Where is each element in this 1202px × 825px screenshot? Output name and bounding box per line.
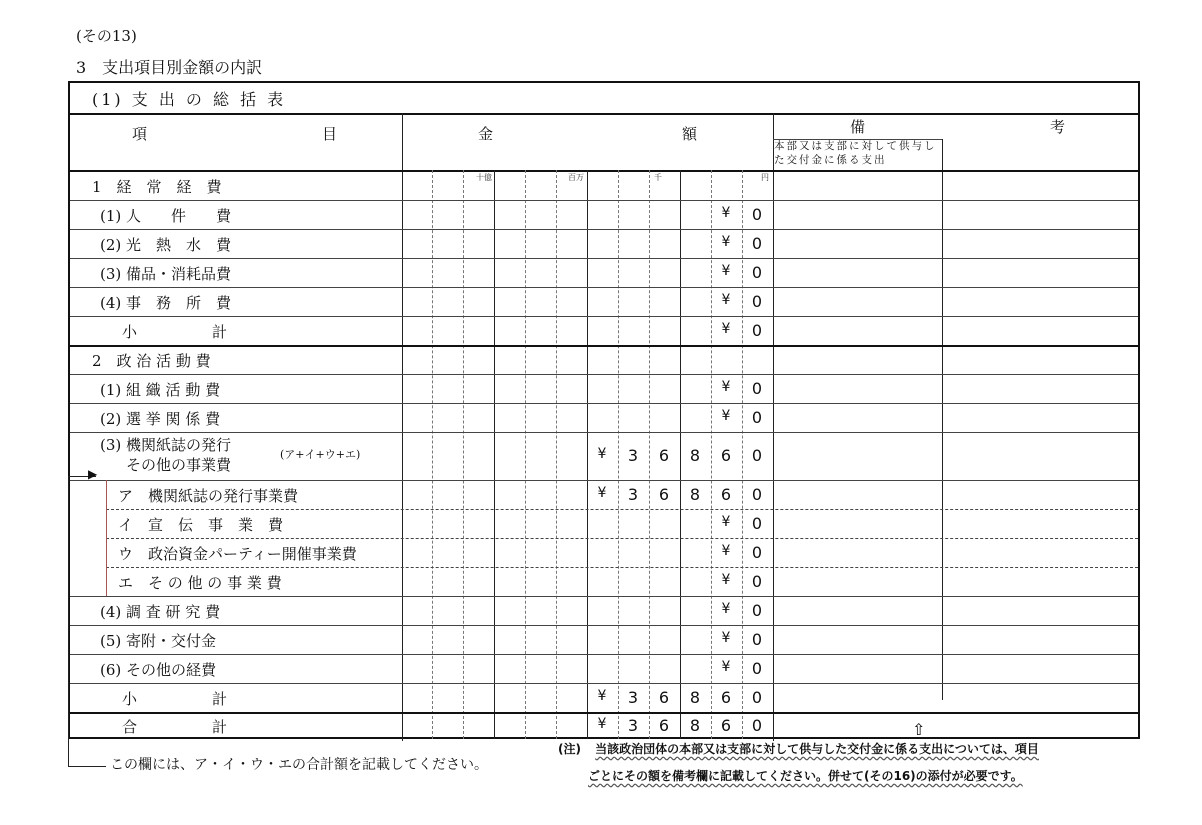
row-label-14: (4) 調 査 研 究 費 (100, 602, 221, 621)
table-title-row (70, 83, 1138, 115)
amount-digit-7-11: 0 (751, 378, 763, 398)
sub-item-arrow-foot (68, 766, 106, 767)
header-amount: 金 (478, 125, 494, 143)
amount-digit-1-11: 0 (751, 204, 763, 224)
row-label-18: 合 計 (122, 717, 228, 736)
amount-digit-12-11: 0 (751, 542, 763, 562)
amount-digit-12-10: ¥ (721, 542, 731, 559)
row-separator-10 (70, 480, 1138, 481)
header-remarks: 備 (850, 118, 866, 136)
row-separator-9 (70, 432, 1138, 433)
row-label-0: 1 経 常 経 費 (92, 177, 222, 196)
table-title: (1) 支 出 の 総 括 表 (92, 90, 287, 109)
row-label-4: (4) 事 務 所 費 (100, 293, 232, 312)
amount-digit-13-10: ¥ (721, 571, 731, 588)
row-separator-5 (70, 316, 1138, 317)
row-label-9: (3) 機関紙誌の発行 (100, 436, 232, 454)
note-text-1: 当該政治団体の本部又は支部に対して供与した交付金に係る支出については、項目 (595, 742, 1039, 756)
amount-digit-1-10: ¥ (721, 204, 731, 221)
note-prefix: (注) (558, 742, 581, 756)
amount-digit-8-11: 0 (751, 407, 763, 427)
header-bottom-line (70, 170, 1138, 172)
amount-digit-18-8: 6 (658, 715, 670, 735)
header-divider-amount (773, 113, 774, 741)
header-amount-2: 額 (682, 125, 698, 143)
amount-digit-9-9: 8 (689, 446, 701, 465)
row-separator-8 (70, 403, 1138, 404)
amount-digit-18-6: ¥ (597, 715, 607, 732)
amount-digit-3-11: 0 (751, 262, 763, 282)
row-label3-9: (ア+イ+ウ+エ) (280, 448, 361, 461)
row-separator-1 (70, 200, 1138, 201)
row-separator-18 (70, 712, 1138, 714)
header-item: 項 (132, 125, 148, 143)
unit-label-0: 十億 (476, 173, 492, 182)
amount-digit-13-11: 0 (751, 571, 763, 591)
amount-digit-9-7: 3 (627, 446, 639, 465)
row-label-2: (2) 光 熱 水 費 (100, 235, 232, 254)
row-separator-6 (70, 345, 1138, 347)
row-label-3: (3) 備品・消耗品費 (100, 264, 232, 283)
amount-digit-2-11: 0 (751, 233, 763, 253)
row-separator-2 (70, 229, 1138, 230)
up-arrow-icon: ⇧ (912, 720, 926, 739)
amount-digit-7-10: ¥ (721, 378, 731, 395)
row-label-5: 小 計 (122, 322, 228, 341)
amount-digit-16-10: ¥ (721, 658, 731, 675)
amount-digit-18-11: 0 (751, 715, 763, 735)
amount-digit-18-10: 6 (720, 715, 732, 735)
amount-digit-5-10: ¥ (721, 320, 731, 337)
sub-item-bracket (106, 480, 107, 596)
amount-digit-2-10: ¥ (721, 233, 731, 250)
amount-digit-17-10: 6 (720, 687, 732, 707)
row-separator-13 (106, 567, 1138, 568)
amount-digit-17-6: ¥ (597, 687, 607, 704)
amount-digit-10-11: 0 (751, 484, 763, 504)
row-label-16: (6) その他の経費 (100, 660, 217, 679)
row-separator-14 (70, 596, 1138, 597)
amount-digit-4-11: 0 (751, 291, 763, 311)
amount-digit-15-10: ¥ (721, 629, 731, 646)
amount-digit-17-7: 3 (627, 687, 639, 707)
row-label-15: (5) 寄附・交付金 (100, 631, 217, 650)
row-label-6: 2 政 治 活 動 費 (92, 351, 211, 370)
expenditure-summary-table (68, 81, 1140, 739)
unit-label-2: 千 (654, 173, 662, 182)
row-separator-11 (106, 509, 1138, 510)
amount-digit-14-10: ¥ (721, 600, 731, 617)
unit-label-1: 百万 (568, 173, 584, 182)
amount-digit-16-11: 0 (751, 658, 763, 678)
right-arrow-icon: ▶ (88, 467, 98, 481)
page-number: (その13) (76, 27, 137, 45)
row-label-12: ウ 政治資金パーティー開催事業費 (118, 544, 357, 563)
row-separator-7 (70, 374, 1138, 375)
row-separator-16 (70, 654, 1138, 655)
amount-digit-11-10: ¥ (721, 513, 731, 530)
amount-digit-4-10: ¥ (721, 291, 731, 308)
amount-digit-11-11: 0 (751, 513, 763, 533)
amount-digit-9-8: 6 (658, 446, 670, 465)
sub-item-arrow-vertical (68, 476, 69, 766)
row-label-8: (2) 選 挙 関 係 費 (100, 409, 221, 428)
unit-label-3: 円 (761, 173, 769, 182)
amount-digit-18-9: 8 (689, 715, 701, 735)
amount-digit-10-10: 6 (720, 484, 732, 504)
row-separator-3 (70, 258, 1138, 259)
amount-digit-10-8: 6 (658, 484, 670, 504)
row-label-1: (1) 人 件 費 (100, 206, 232, 225)
header-remarks-subnote: 本部又は支部に対して供与した交付金に係る支出 (774, 140, 937, 166)
amount-digit-14-11: 0 (751, 600, 763, 620)
note-line-2: ごとにその額を備考欄に記載してください。併せて(その16)の添付が必要です。 (588, 769, 1023, 783)
section-title: 3 支出項目別金額の内訳 (76, 58, 263, 77)
amount-digit-10-6: ¥ (597, 484, 607, 501)
note-line-1 (558, 740, 1039, 757)
amount-digit-10-9: 8 (689, 484, 701, 504)
amount-digit-5-11: 0 (751, 320, 763, 340)
remarks-sub-top (773, 139, 942, 140)
footer-instruction: この欄には、ア・イ・ウ・エの合計額を記載してください。 (110, 757, 488, 773)
amount-digit-9-11: 0 (751, 446, 763, 465)
row-label2-9: その他の事業費 (126, 456, 232, 474)
amount-digit-10-7: 3 (627, 484, 639, 504)
remarks-sub-right (942, 139, 943, 700)
amount-digit-17-11: 0 (751, 687, 763, 707)
row-separator-12 (106, 538, 1138, 539)
amount-digit-17-9: 8 (689, 687, 701, 707)
row-separator-15 (70, 625, 1138, 626)
row-label-11: イ 宣 伝 事 業 費 (118, 515, 284, 534)
row-label-7: (1) 組 織 活 動 費 (100, 380, 221, 399)
amount-digit-9-10: 6 (720, 446, 732, 465)
amount-digit-8-10: ¥ (721, 407, 731, 424)
amount-digit-9-6: ¥ (597, 446, 607, 462)
amount-digit-18-7: 3 (627, 715, 639, 735)
amount-digit-17-8: 6 (658, 687, 670, 707)
header-item-2: 目 (322, 125, 338, 143)
row-label-17: 小 計 (122, 689, 228, 708)
header-remarks-2: 考 (1050, 118, 1066, 136)
header-divider-item (402, 113, 403, 741)
row-label-13: エ そ の 他 の 事 業 費 (118, 573, 282, 592)
row-separator-17 (70, 683, 1138, 684)
amount-digit-15-11: 0 (751, 629, 763, 649)
row-label-10: ア 機関紙誌の発行事業費 (118, 486, 299, 505)
row-separator-4 (70, 287, 1138, 288)
amount-digit-3-10: ¥ (721, 262, 731, 279)
